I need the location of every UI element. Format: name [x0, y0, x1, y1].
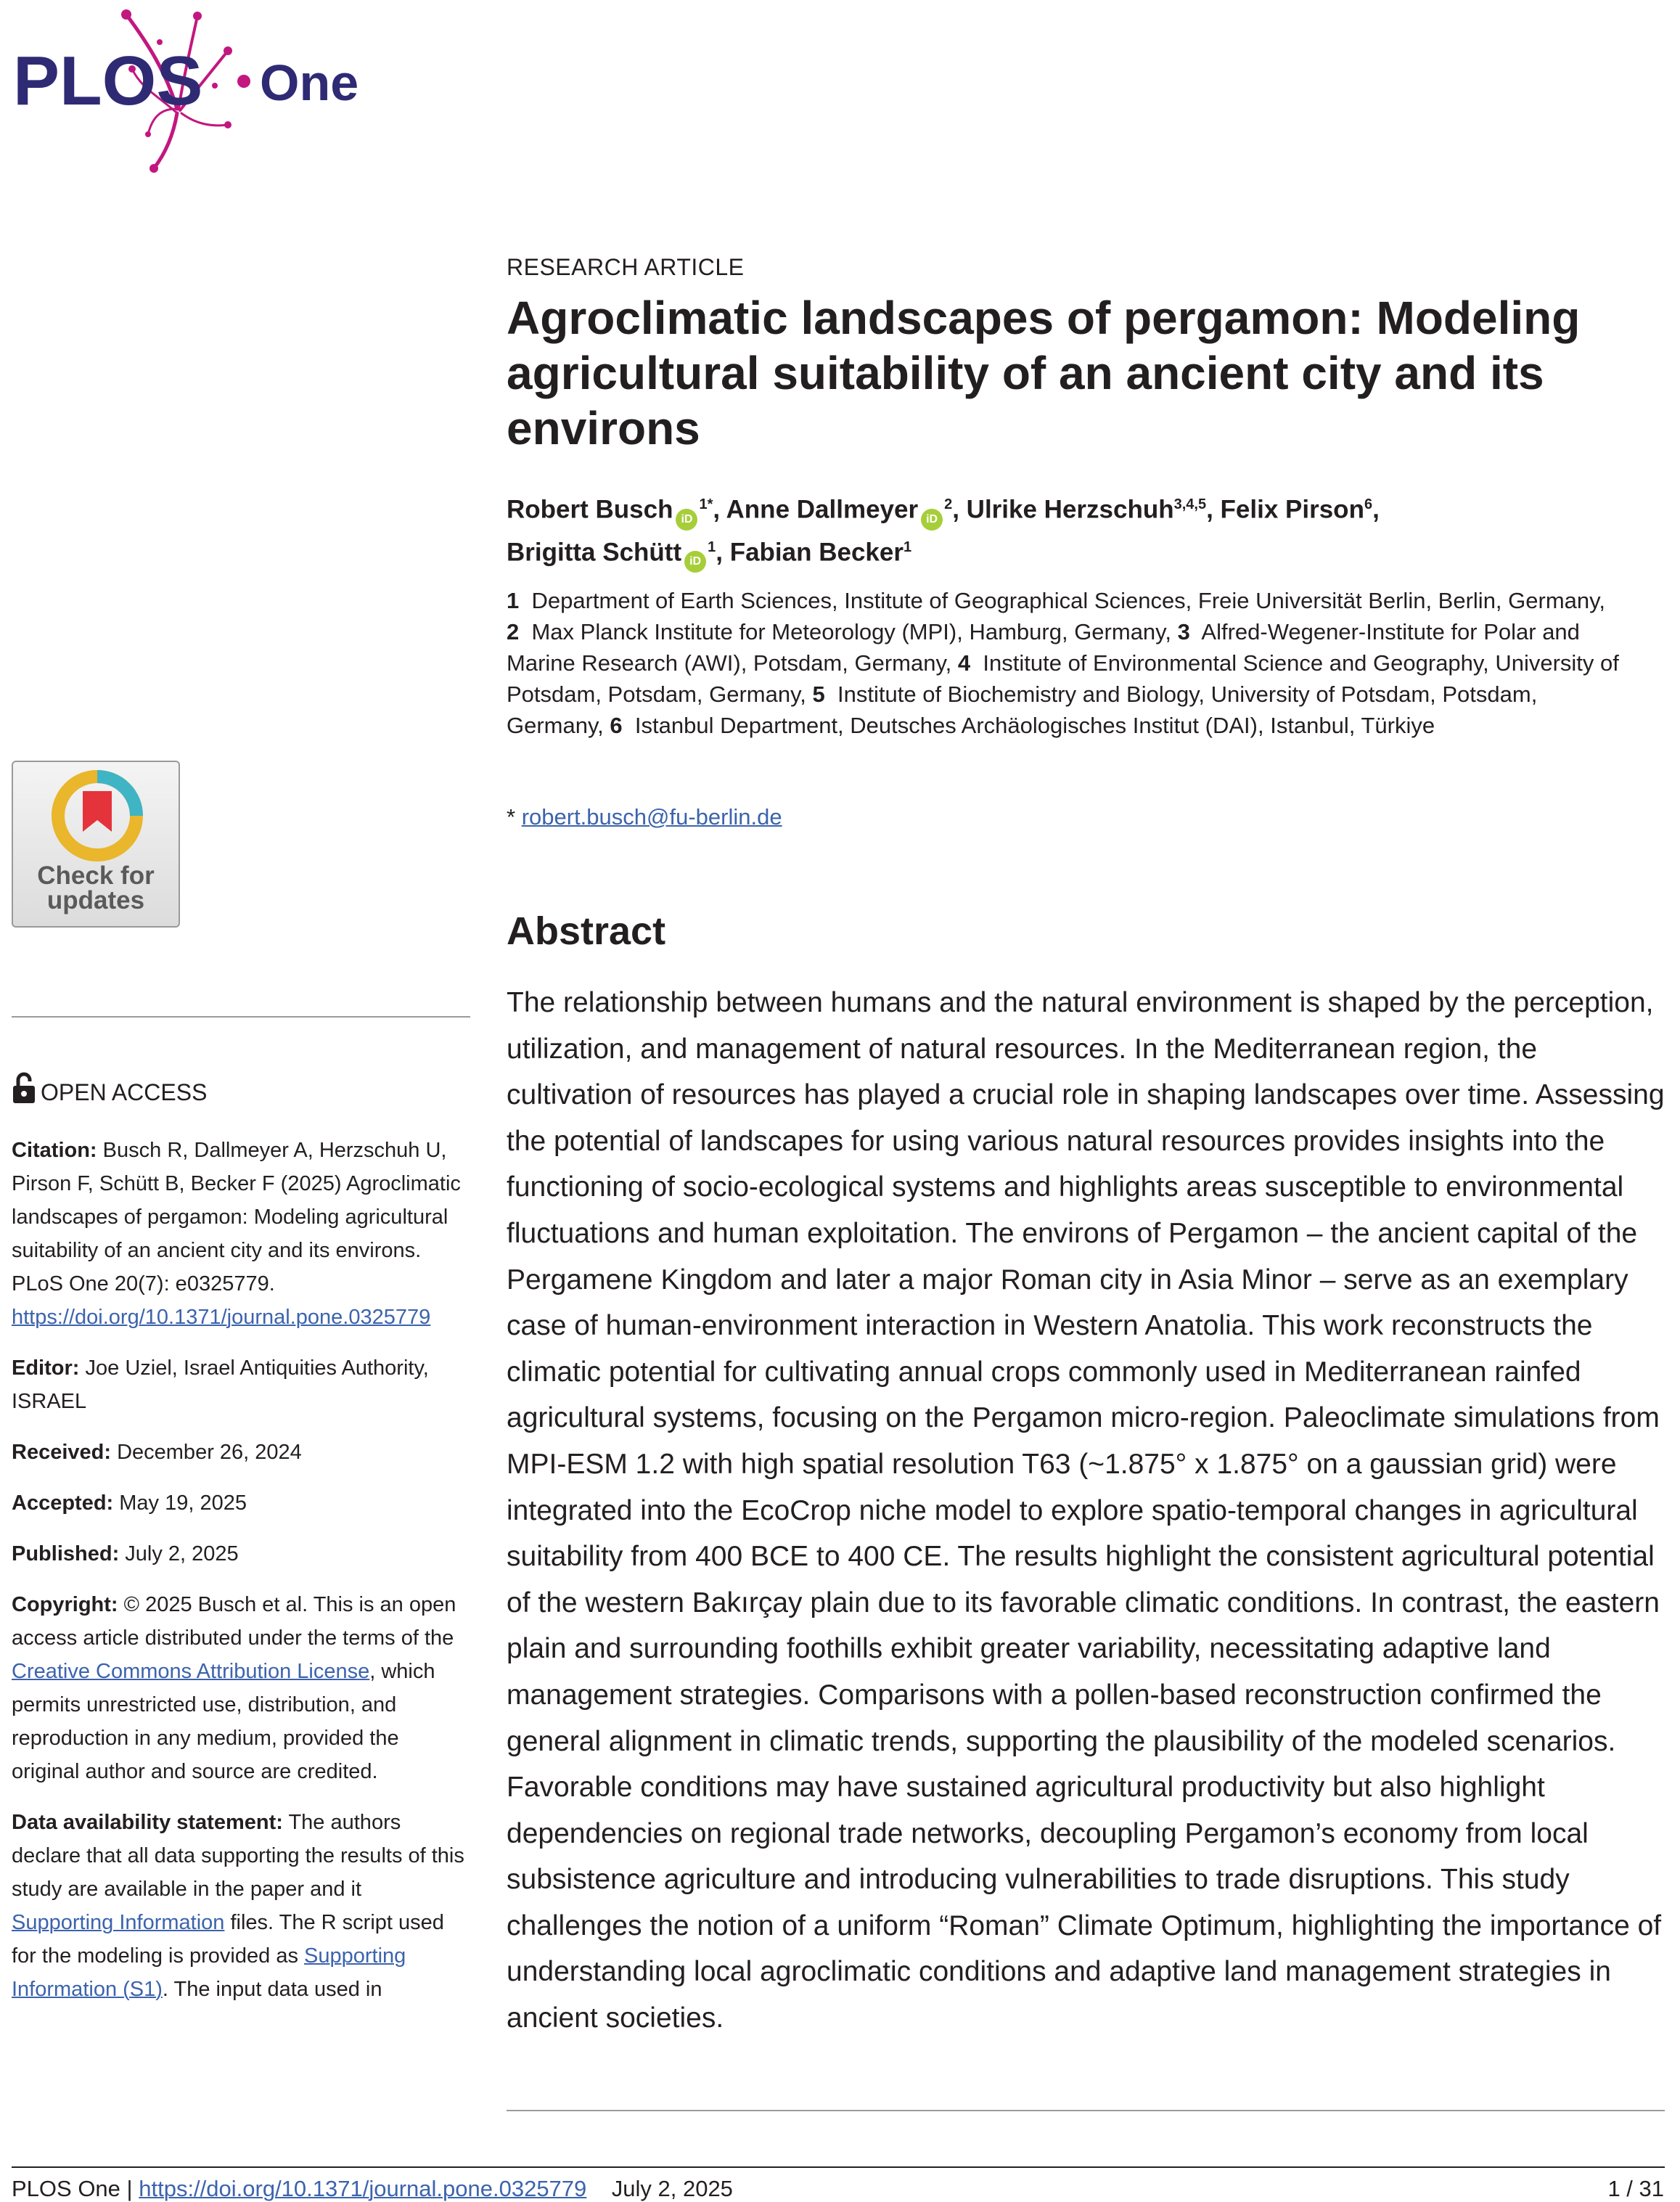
affiliation-number: 1	[507, 588, 520, 613]
published-block	[12, 1537, 469, 1571]
author-affiliation-ref: 3,4,5	[1173, 496, 1207, 512]
check-for-updates-badge[interactable]	[12, 761, 180, 928]
published-label: Published:	[12, 1542, 120, 1565]
author-list	[507, 488, 1639, 573]
editor-label: Editor:	[12, 1356, 80, 1380]
logo-text-plos: PLOS	[13, 42, 203, 120]
crossmark-icon	[51, 769, 144, 862]
sidebar-divider	[12, 1016, 470, 1018]
logo-text-one: One	[260, 54, 359, 111]
affiliation-text: Istanbul Department, Deutsches Archäologisches Institut (DAI), Istanbul, Türkiye	[634, 713, 1435, 738]
citation-label: Citation:	[12, 1139, 97, 1162]
check-updates-line2: updates	[46, 886, 145, 914]
affiliation-text: Max Planck Institute for Meteorology (MPI), Hamburg, Germany,	[531, 619, 1171, 644]
footer-date: July 2, 2025	[611, 2176, 733, 2201]
footer-divider	[12, 2166, 1665, 2168]
plos-one-logo[interactable]	[10, 0, 388, 174]
open-lock-icon	[12, 1071, 36, 1105]
page-number: 1 / 31	[1607, 2176, 1664, 2201]
article-title: Agroclimatic landscapes of pergamon: Modeling agricultural suitability of an ancient city and its environs	[507, 292, 1581, 454]
check-updates-line1: Check for	[37, 861, 155, 890]
corresponding-email-link[interactable]: robert.busch@fu-berlin.de	[521, 804, 782, 830]
author-separator: ,	[713, 495, 726, 524]
author-affiliation-ref: 2	[944, 496, 953, 512]
affiliation-number: 4	[957, 650, 971, 676]
copyright-text-continued: , which permits unrestricted use, distribution, and reproduction in any medium, provided the original author and source are credited.	[12, 1660, 435, 1783]
data-availability-block	[12, 1806, 469, 2006]
orcid-icon[interactable]: iD	[684, 551, 706, 573]
article-metadata-sidebar	[12, 1134, 469, 2023]
accepted-block	[12, 1486, 469, 1520]
affiliation-text: Institute of Biochemistry and Biology, University of Potsdam, Potsdam, Germany,	[507, 682, 1538, 738]
abstract-divider	[507, 2110, 1665, 2111]
author-name[interactable]: Fabian Becker	[729, 538, 903, 567]
open-access-text: OPEN ACCESS	[41, 1079, 208, 1105]
corresponding-mark: *	[507, 804, 516, 830]
received-date: December 26, 2024	[117, 1441, 302, 1464]
author-separator: ,	[1206, 495, 1221, 524]
corresponding-author	[507, 804, 782, 830]
author-name[interactable]: Ulrike Herzschuh	[966, 495, 1174, 524]
received-block	[12, 1436, 469, 1469]
plos-one-logo-graphic	[10, 0, 388, 174]
author-affiliation-ref: 6	[1364, 496, 1373, 512]
open-access-label	[12, 1071, 207, 1106]
editor-text: Joe Uziel, Israel Antiquities Authority, ISRAEL	[12, 1356, 429, 1413]
author-affiliation-ref: 1	[708, 539, 716, 555]
editor-block	[12, 1351, 469, 1418]
published-date: July 2, 2025	[125, 1542, 239, 1565]
orcid-icon[interactable]: iD	[921, 509, 943, 531]
citation-text: Busch R, Dallmeyer A, Herzschuh U, Pirson F, Schütt B, Becker F (2025) Agroclimatic landscapes of pergamon: Modeling agricultural suitability of an ancient city and its environs. PLoS One 20(7): e0325779.	[12, 1139, 461, 1296]
affiliations	[507, 585, 1624, 741]
affiliation-number: 2	[507, 619, 520, 644]
abstract-text: The relationship between humans and the natural environment is shaped by the perception, utilization, and management of natural resources. In the Mediterranean region, the cultivation of resources has played a crucial role in shaping landscapes over time. Assessing the potential of landscapes for using various natural resources provides insights into the functioning of socio-ecological systems and highlights areas susceptible to environmental fluctuations and human exploitation. The environs of Pergamon – the ancient capital of the Pergamene Kingdom and later a major Roman city in Asia Minor – serve as an exemplary case of human-environment interaction in Western Anatolia. This work reconstructs the climatic potential for cultivating annual crops commonly used in Mediterranean rainfed agricultural systems, focusing on the Pergamon micro-region. Paleoclimate simulations from MPI-ESM 1.2 with high spatial resolution T63 (~1.875° x 1.875° on a gaussian grid) were integrated into the EcoCrop niche model to explore spatio-temporal changes in agricultural suitability from 400 BCE to 400 CE. The results highlight the consistent agricultural potential of the western Bakırçay plain due to its favorable climatic conditions. In contrast, the eastern plain and surrounding foothills exhibit greater variability, necessitating adaptive land management strategies. Comparisons with a pollen-based reconstruction confirmed the general alignment in climatic trends, supporting the plausibility of the modeled scenarios. Favorable conditions may have sustained agricultural productivity but also highlight dependencies on regional trade networks, decoupling Pergamon’s economy from local subsistence agriculture and introducing vulnerabilities to trade disruptions. This study challenges the notion of a uniform “Roman” Climate Optimum, highlighting the importance of understanding local agroclimatic conditions and adaptive land management strategies in ancient societies.	[507, 987, 1665, 2034]
footer-journal: PLOS One	[12, 2176, 120, 2201]
supporting-information-link[interactable]: Supporting Information	[12, 1911, 225, 1934]
orcid-icon[interactable]: iD	[676, 509, 697, 531]
citation-doi-link[interactable]: https://doi.org/10.1371/journal.pone.0325779	[12, 1306, 431, 1329]
citation-block	[12, 1134, 469, 1334]
author-affiliation-ref: 1	[903, 539, 912, 555]
affiliation-text: Department of Earth Sciences, Institute of Geographical Sciences, Freie Universität Berlin, Berlin, Germany,	[531, 588, 1605, 613]
copyright-label: Copyright:	[12, 1593, 118, 1616]
author-name[interactable]: Robert Busch	[507, 495, 673, 524]
affiliation-number: 3	[1177, 619, 1190, 644]
supporting-information-s1-link[interactable]: Supporting Information (S1)	[12, 1944, 406, 2001]
author-name[interactable]: Brigitta Schütt	[507, 538, 682, 567]
accepted-label: Accepted:	[12, 1491, 114, 1515]
data-availability-label: Data availability statement:	[12, 1811, 283, 1834]
author-name[interactable]: Felix Pirson	[1220, 495, 1364, 524]
affiliation-number: 5	[812, 682, 825, 707]
author-name[interactable]: Anne Dallmeyer	[726, 495, 919, 524]
abstract-heading: Abstract	[507, 909, 666, 953]
footer-doi-link[interactable]: https://doi.org/10.1371/journal.pone.0325779	[139, 2176, 587, 2201]
affiliation-text: Alfred-Wegener-Institute for Polar and Marine Research (AWI), Potsdam, Germany,	[507, 619, 1580, 676]
author-separator: ,	[1372, 495, 1380, 524]
article-type: RESEARCH ARTICLE	[507, 254, 745, 280]
page-footer	[12, 2176, 733, 2202]
affiliation-number: 6	[610, 713, 623, 738]
footer-separator: |	[126, 2176, 133, 2201]
data-availability-text: The authors declare that all data supporting the results of this study are available in the paper and it	[12, 1811, 464, 1901]
author-separator: ,	[952, 495, 967, 524]
data-availability-text-continued: files. The R script used for the modeling is provided as	[12, 1911, 444, 1968]
copyright-block	[12, 1588, 469, 1788]
license-link[interactable]: Creative Commons Attribution License	[12, 1660, 370, 1683]
author-affiliation-ref: 1*	[699, 496, 713, 512]
accepted-date: May 19, 2025	[119, 1491, 247, 1515]
affiliation-text: Institute of Environmental Science and Geography, University of Potsdam, Potsdam, Germany,	[507, 650, 1619, 707]
author-separator: ,	[716, 538, 730, 567]
received-label: Received:	[12, 1441, 112, 1464]
check-for-updates-label	[13, 861, 179, 914]
data-availability-text-end: . The input data used in	[162, 1978, 382, 2001]
copyright-text: © 2025 Busch et al. This is an open access article distributed under the terms of the	[12, 1593, 456, 1650]
